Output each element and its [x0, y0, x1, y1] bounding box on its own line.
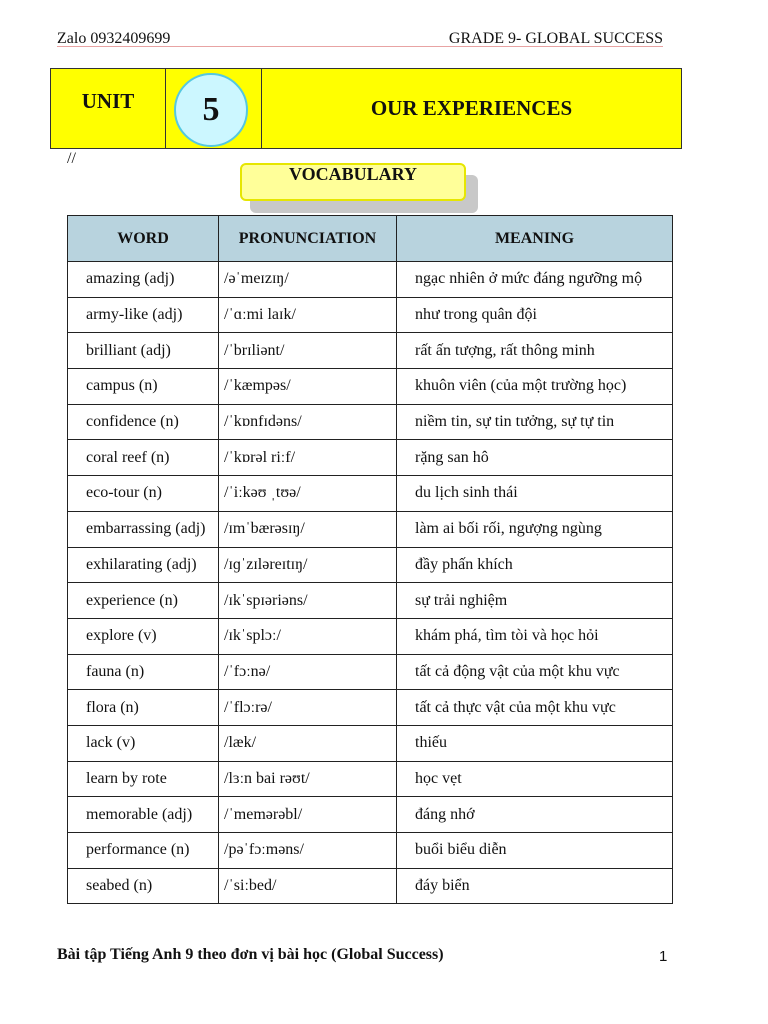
table-row	[68, 583, 673, 619]
table-row	[68, 404, 673, 440]
footer-title: Bài tập Tiếng Anh 9 theo đơn vị bài học (Global Success)	[57, 946, 444, 963]
word-cell: confidence (n)	[68, 404, 219, 440]
table-row	[68, 547, 673, 583]
meaning-cell: đầy phấn khích	[397, 547, 673, 583]
word-cell: embarrassing (adj)	[68, 511, 219, 547]
column-header-meaning: MEANING	[397, 216, 673, 262]
table-row	[68, 761, 673, 797]
pronunciation-cell: /ˈkɒrəl riːf/	[219, 440, 397, 476]
table-row	[68, 333, 673, 369]
word-cell: amazing (adj)	[68, 262, 219, 298]
pronunciation-cell: /ˈɑːmi laɪk/	[219, 297, 397, 333]
pronunciation-cell: /ɪɡˈzɪləreɪtɪŋ/	[219, 547, 397, 583]
table-row	[68, 369, 673, 405]
meaning-cell: tất cả động vật của một khu vực	[397, 654, 673, 690]
meaning-cell: đáy biển	[397, 868, 673, 904]
unit-banner	[50, 68, 682, 149]
vocabulary-heading	[240, 163, 466, 201]
meaning-cell: thiếu	[397, 725, 673, 761]
table-row	[68, 476, 673, 512]
table-header-row	[68, 216, 673, 262]
word-cell: eco-tour (n)	[68, 476, 219, 512]
pronunciation-cell: /læk/	[219, 725, 397, 761]
column-header-word: WORD	[68, 216, 219, 262]
unit-label: UNIT	[51, 69, 166, 148]
pronunciation-cell: /lɜːn bai rəʊt/	[219, 761, 397, 797]
meaning-cell: tất cả thực vật của một khu vực	[397, 690, 673, 726]
table-row	[68, 797, 673, 833]
meaning-cell: học vẹt	[397, 761, 673, 797]
table-row	[68, 690, 673, 726]
meaning-cell: du lịch sinh thái	[397, 476, 673, 512]
word-cell: fauna (n)	[68, 654, 219, 690]
word-cell: memorable (adj)	[68, 797, 219, 833]
meaning-cell: như trong quân đội	[397, 297, 673, 333]
word-cell: campus (n)	[68, 369, 219, 405]
word-cell: coral reef (n)	[68, 440, 219, 476]
pronunciation-cell: /ˈflɔːrə/	[219, 690, 397, 726]
pronunciation-cell: /ɪmˈbærəsɪŋ/	[219, 511, 397, 547]
word-cell: explore (v)	[68, 618, 219, 654]
word-cell: seabed (n)	[68, 868, 219, 904]
meaning-cell: rất ấn tượng, rất thông minh	[397, 333, 673, 369]
table-row	[68, 262, 673, 298]
meaning-cell: làm ai bối rối, ngượng ngùng	[397, 511, 673, 547]
pronunciation-cell: /ˈiːkəʊ ˌtʊə/	[219, 476, 397, 512]
pronunciation-cell: /ɪkˈsplɔː/	[219, 618, 397, 654]
word-cell: army-like (adj)	[68, 297, 219, 333]
table-row	[68, 297, 673, 333]
word-cell: flora (n)	[68, 690, 219, 726]
meaning-cell: buổi biểu diễn	[397, 833, 673, 869]
table-row	[68, 654, 673, 690]
meaning-cell: khám phá, tìm tòi và học hỏi	[397, 618, 673, 654]
unit-number-cell	[166, 69, 262, 148]
header-right: GRADE 9- GLOBAL SUCCESS	[448, 30, 663, 47]
table-row	[68, 440, 673, 476]
meaning-cell: ngạc nhiên ở mức đáng ngưỡng mộ	[397, 262, 673, 298]
table-row	[68, 618, 673, 654]
word-cell: performance (n)	[68, 833, 219, 869]
pronunciation-cell: /ˈfɔːnə/	[219, 654, 397, 690]
meaning-cell: khuôn viên (của một trường học)	[397, 369, 673, 405]
meaning-cell: niềm tin, sự tin tưởng, sự tự tin	[397, 404, 673, 440]
page-number: 1	[659, 948, 668, 965]
meaning-cell: sự trải nghiệm	[397, 583, 673, 619]
pronunciation-cell: /ɪkˈspɪəriəns/	[219, 583, 397, 619]
word-cell: exhilarating (adj)	[68, 547, 219, 583]
header-divider	[57, 46, 663, 47]
word-cell: experience (n)	[68, 583, 219, 619]
vocabulary-heading-text: VOCABULARY	[288, 164, 417, 184]
word-cell: lack (v)	[68, 725, 219, 761]
table-body	[68, 262, 673, 904]
pronunciation-cell: /ˈbrɪliənt/	[219, 333, 397, 369]
pronunciation-cell: /pəˈfɔːməns/	[219, 833, 397, 869]
table-row	[68, 725, 673, 761]
word-cell: learn by rote	[68, 761, 219, 797]
vocabulary-table	[67, 215, 673, 904]
pronunciation-cell: /ˈsiːbed/	[219, 868, 397, 904]
unit-number-badge: 5	[174, 73, 248, 147]
pronunciation-cell: /əˈmeɪzɪŋ/	[219, 262, 397, 298]
unit-title: OUR EXPERIENCES	[370, 96, 573, 120]
pronunciation-cell: /ˈkɒnfɪdəns/	[219, 404, 397, 440]
pronunciation-cell: /ˈmemərəbl/	[219, 797, 397, 833]
slashes-mark: //	[67, 150, 76, 167]
header-left: Zalo 0932409699	[57, 30, 171, 47]
word-cell: brilliant (adj)	[68, 333, 219, 369]
meaning-cell: rặng san hô	[397, 440, 673, 476]
table-row	[68, 511, 673, 547]
table-row	[68, 868, 673, 904]
table-row	[68, 833, 673, 869]
pronunciation-cell: /ˈkæmpəs/	[219, 369, 397, 405]
meaning-cell: đáng nhớ	[397, 797, 673, 833]
column-header-pronunciation: PRONUNCIATION	[219, 216, 397, 262]
